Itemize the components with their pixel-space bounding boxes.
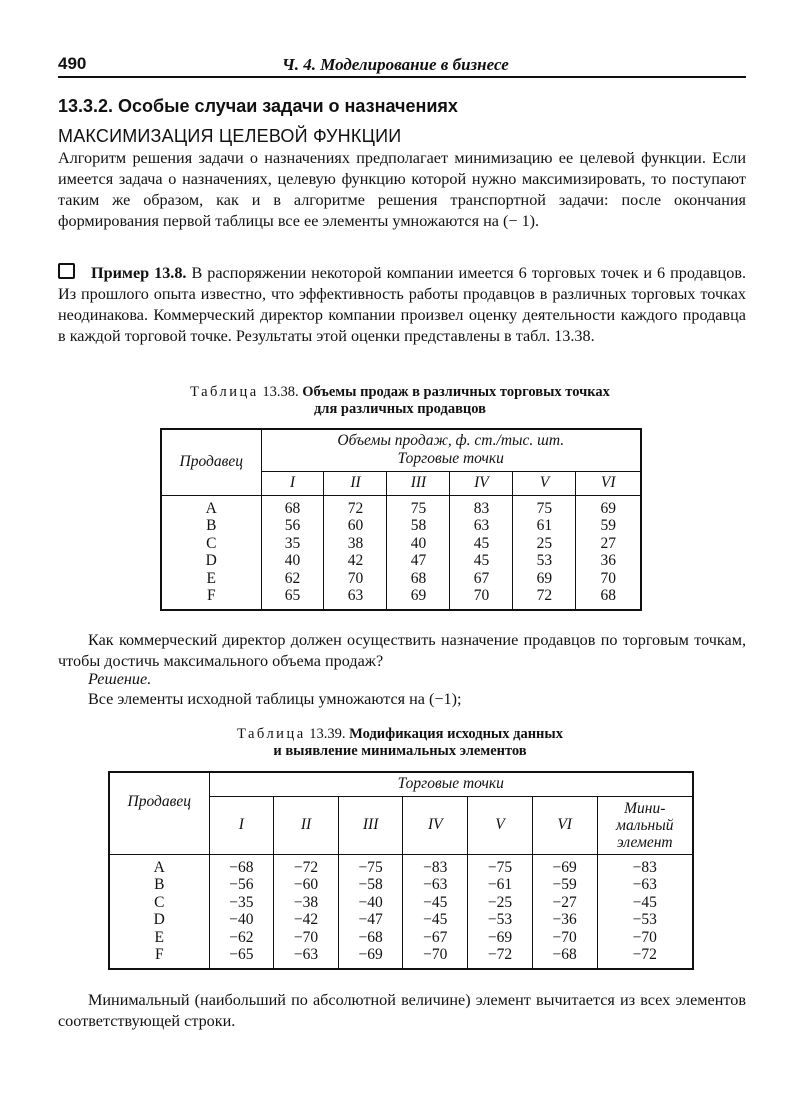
table2-column-header: VI [532, 796, 597, 854]
table2-value-cell: −75 [338, 854, 403, 876]
table-row [109, 876, 693, 894]
table1-caption [140, 384, 660, 418]
table2-value-cell: −63 [403, 876, 468, 894]
table2-seller-header: Продавец [109, 772, 209, 854]
table1-value-cell: 60 [324, 517, 387, 535]
table2-value-cell: −40 [209, 911, 274, 929]
table1-caption-title-line2: для различных продавцов [313, 401, 487, 417]
table1-seller-header: Продавец [161, 429, 261, 495]
table2-value-cell: −65 [209, 946, 274, 969]
table2-value-cell: −35 [209, 894, 274, 912]
table1-value-cell: 69 [513, 570, 576, 588]
closing-paragraph: Минимальный (наибольший по абсолютной величине) элемент вычитается из всех элементов соответствующей строки. [58, 991, 746, 1030]
table1-column-header: IV [450, 471, 513, 495]
solution-label: Решение. [88, 670, 152, 688]
table2-value-cell: −70 [403, 946, 468, 969]
table2-value-cell: −68 [209, 854, 274, 876]
table1-value-cell: 70 [450, 587, 513, 610]
table1-header-line2: Торговые точки [397, 450, 504, 468]
table1-value-cell: 40 [387, 535, 450, 553]
table2-value-cell: −45 [403, 911, 468, 929]
table1-value-cell: 70 [324, 570, 387, 588]
table1-value-cell: 40 [261, 552, 324, 570]
table-13-39 [108, 771, 694, 970]
table2-min-header-line: Мини- [624, 799, 666, 817]
page-number: 490 [58, 54, 87, 73]
table2-seller-cell: B [154, 876, 165, 893]
table1-group-header [261, 429, 641, 471]
section-heading: 13.3.2. Особые случаи задачи о назначениях [58, 96, 458, 116]
table-row [109, 894, 693, 912]
intro-paragraph: Алгоритм решения задачи о назначениях предполагает минимизацию ее целевой функции. Если имеется задача о назначениях, целевую функцию которой нужно максимизировать, то поступают таким же образом, как и в алгоритме решения транспортной задачи: после окончания формирования первой таблицы все ее элементы умножаются на (− 1). [58, 149, 746, 230]
table2-min-cell: −83 [597, 854, 693, 876]
table2-value-cell: −25 [468, 894, 533, 912]
table2-column-header: V [468, 796, 533, 854]
solution-text: Все элементы исходной таблицы умножаются на (−1); [88, 690, 462, 708]
table1-header-line1: Объемы продаж, ф. ст./тыс. шт. [337, 432, 565, 450]
table2-value-cell: −63 [274, 946, 339, 969]
table1-column-header: V [513, 471, 576, 495]
table2-value-cell: −69 [338, 946, 403, 969]
table2-body [109, 854, 693, 969]
table2-value-cell: −67 [403, 929, 468, 947]
table1-value-cell: 63 [324, 587, 387, 610]
table1-body [161, 495, 641, 610]
table1-value-cell: 27 [576, 535, 641, 553]
table2-seller-cell: A [153, 858, 165, 876]
table2-caption-label: Таблица [237, 726, 306, 742]
table2-value-cell: −53 [468, 911, 533, 929]
table1-value-cell: 25 [513, 535, 576, 553]
table1-value-cell: 62 [261, 570, 324, 588]
table2-value-cell: −68 [338, 929, 403, 947]
table1-value-cell: 72 [513, 587, 576, 610]
table1-seller-cell: F [206, 587, 216, 604]
table2-value-cell: −27 [532, 894, 597, 912]
table-row [161, 587, 641, 610]
table2-value-cell: −61 [468, 876, 533, 894]
table2-value-cell: −75 [468, 854, 533, 876]
table-row [109, 854, 693, 876]
table1-seller-cell: D [205, 552, 217, 569]
table1-value-cell: 68 [387, 570, 450, 588]
table1-value-cell: 69 [387, 587, 450, 610]
table1-value-cell: 72 [324, 495, 387, 517]
table2-value-cell: −69 [532, 854, 597, 876]
table2-value-cell: −42 [274, 911, 339, 929]
table2-value-cell: −70 [274, 929, 339, 947]
table-row [161, 570, 641, 588]
table2-seller-cell: E [154, 928, 164, 946]
table2-column-header: I [209, 796, 274, 854]
table2-value-cell: −83 [403, 854, 468, 876]
question-paragraph: Как коммерческий директор должен осуществить назначение продавцов по торговым точкам, чтобы достичь максимального объема продаж? [58, 631, 746, 670]
table2-min-cell: −63 [597, 876, 693, 894]
table1-value-cell: 47 [387, 552, 450, 570]
table2-min-cell: −45 [597, 894, 693, 912]
example-marker-icon [58, 263, 75, 279]
table2-value-cell: −70 [532, 929, 597, 947]
table2-value-cell: −40 [338, 894, 403, 912]
table1-seller-cell: A [205, 499, 217, 517]
table1-value-cell: 58 [387, 517, 450, 535]
table2-min-cell: −72 [597, 946, 693, 969]
table2-column-header: IV [403, 796, 468, 854]
table-row [109, 929, 693, 947]
table2-caption [160, 726, 640, 760]
table1-value-cell: 38 [324, 535, 387, 553]
table1-value-cell: 56 [261, 517, 324, 535]
table2-value-cell: −72 [274, 854, 339, 876]
table2-value-cell: −47 [338, 911, 403, 929]
table-row [161, 517, 641, 535]
table2-min-cell: −70 [597, 929, 693, 947]
table2-value-cell: −45 [403, 894, 468, 912]
table2-min-cell: −53 [597, 911, 693, 929]
table1-value-cell: 65 [261, 587, 324, 610]
table1-column-header: VI [576, 471, 641, 495]
table1-value-cell: 67 [450, 570, 513, 588]
table1-column-header: II [324, 471, 387, 495]
table2-min-header [597, 796, 693, 854]
table-row [161, 535, 641, 553]
table1-value-cell: 53 [513, 552, 576, 570]
table2-value-cell: −68 [532, 946, 597, 969]
table1-value-cell: 35 [261, 535, 324, 553]
table1-value-cell: 36 [576, 552, 641, 570]
table-row [161, 552, 641, 570]
table1-value-cell: 63 [450, 517, 513, 535]
table1-value-cell: 45 [450, 535, 513, 553]
table2-min-header-line: элемент [616, 833, 673, 851]
table2-value-cell: −58 [338, 876, 403, 894]
table1-caption-title-line1: Объемы продаж в различных торговых точках [302, 384, 610, 400]
table-row [161, 495, 641, 517]
table1-caption-label: Таблица [190, 384, 259, 400]
table1-value-cell: 70 [576, 570, 641, 588]
table2-value-cell: −59 [532, 876, 597, 894]
table2-value-cell: −56 [209, 876, 274, 894]
table2-caption-title-line1: Модификация исходных данных [349, 726, 563, 742]
table-row [109, 946, 693, 969]
table2-value-cell: −60 [274, 876, 339, 894]
table1-caption-number: 13.38. [262, 384, 299, 400]
table1-value-cell: 68 [261, 495, 324, 517]
table1-seller-cell: E [206, 569, 216, 587]
table2-seller-cell: D [153, 911, 165, 928]
table2-column-header: II [274, 796, 339, 854]
table1-column-header: III [387, 471, 450, 495]
table2-value-cell: −38 [274, 894, 339, 912]
table1-value-cell: 45 [450, 552, 513, 570]
table2-value-cell: −72 [468, 946, 533, 969]
table1-column-header: I [261, 471, 324, 495]
table2-seller-cell: C [154, 893, 165, 911]
example-label: Пример 13.8. [91, 264, 187, 282]
table1-value-cell: 68 [576, 587, 641, 610]
table1-value-cell: 42 [324, 552, 387, 570]
table-row [109, 911, 693, 929]
table2-value-cell: −69 [468, 929, 533, 947]
table2-value-cell: −36 [532, 911, 597, 929]
table1-value-cell: 83 [450, 495, 513, 517]
example-paragraph [58, 263, 746, 347]
table1-value-cell: 75 [513, 495, 576, 517]
table2-points-header: Торговые точки [209, 772, 693, 796]
example-text: В распоряжении некоторой компании имеется 6 торговых точек и 6 продавцов. Из прошлого опыта известно, что эффективность работы продавцов в различных торговых точках неодинакова. Коммерческий директор компании произвел оценку деятельности каждого продавца в каждой торговой точке. Результаты этой оценки представлены в табл. 13.38. [58, 264, 747, 345]
running-header [58, 52, 746, 78]
table2-caption-number: 13.39. [309, 726, 346, 742]
table1-value-cell: 69 [576, 495, 641, 517]
table2-caption-title-line2: и выявление минимальных элементов [273, 743, 527, 759]
section-subheading: МАКСИМИЗАЦИЯ ЦЕЛЕВОЙ ФУНКЦИИ [58, 126, 402, 146]
table1-seller-cell: C [206, 534, 217, 552]
table1-seller-cell: B [206, 517, 217, 534]
table2-value-cell: −62 [209, 929, 274, 947]
table1-value-cell: 61 [513, 517, 576, 535]
running-title: Ч. 4. Моделирование в бизнесе [282, 55, 509, 74]
table1-value-cell: 75 [387, 495, 450, 517]
table1-value-cell: 59 [576, 517, 641, 535]
table-13-38 [160, 428, 642, 611]
table2-min-header-line: мальный [616, 816, 674, 834]
table2-column-header: III [338, 796, 403, 854]
table2-seller-cell: F [154, 946, 164, 963]
